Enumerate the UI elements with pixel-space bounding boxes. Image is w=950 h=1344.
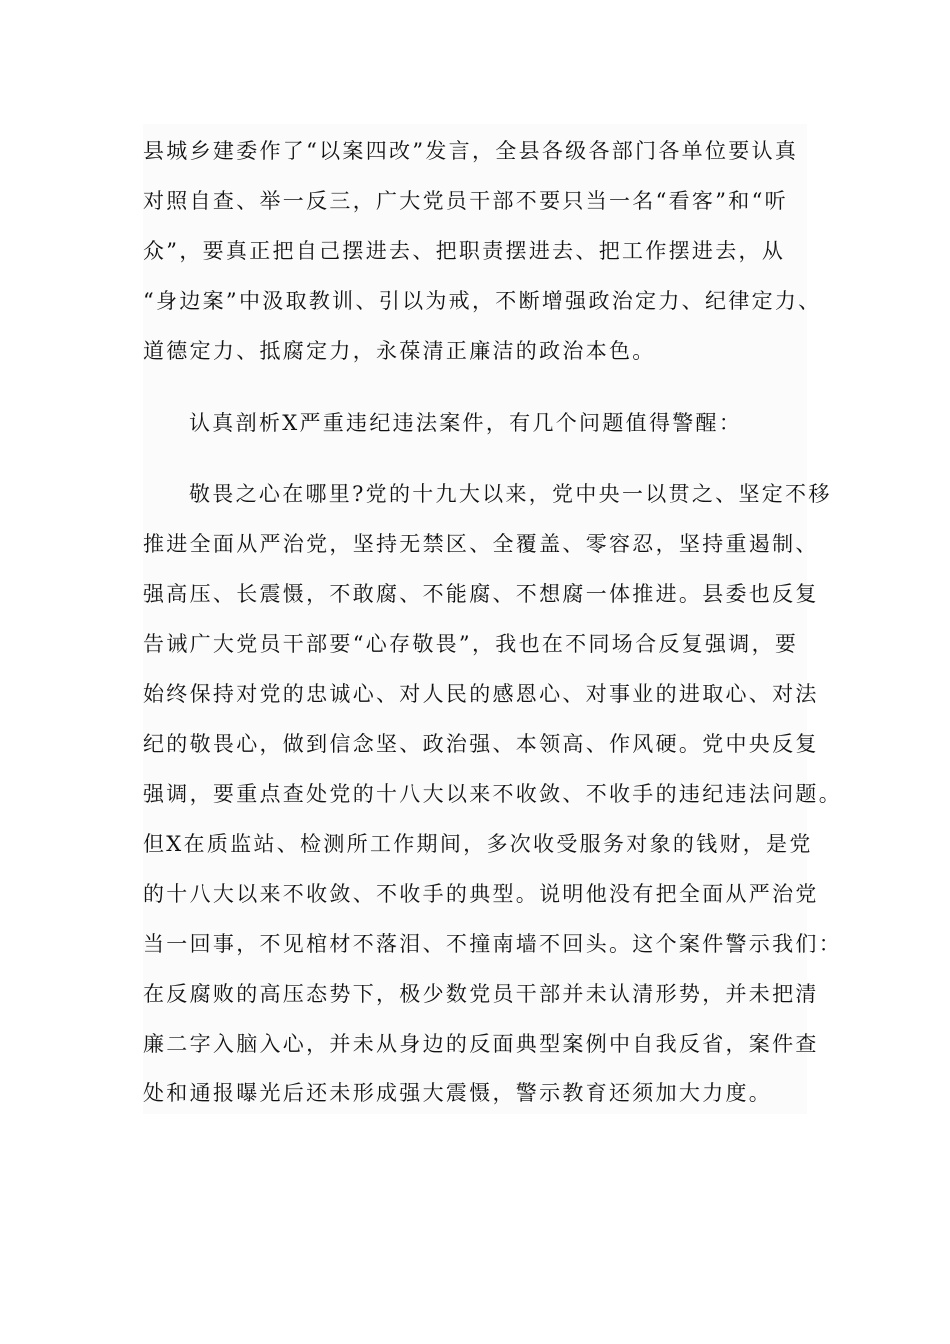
paragraph-1-line-3: 众”，要真正把自己摆进去、把职责摆进去、把工作摆进去，从 <box>143 239 786 263</box>
paragraph-3-line-9: 的十八大以来不收敛、不收手的典型。说明他没有把全面从严治党 <box>143 882 819 906</box>
paragraph-3-line-12: 廉二字入脑入心，并未从身边的反面典型案例中自我反省，案件查 <box>143 1032 819 1056</box>
paragraph-1-line-1: 县城乡建委作了“以案四改”发言，全县各级各部门各单位要认真 <box>143 139 799 163</box>
paragraph-3-line-3: 强高压、长震慑，不敢腐、不能腐、不想腐一体推进。县委也反复 <box>143 582 819 606</box>
paragraph-3-line-2: 推进全面从严治党，坚持无禁区、全覆盖、零容忍，坚持重遏制、 <box>143 532 819 556</box>
paragraph-3-line-8: 但X在质监站、检测所工作期间，多次收受服务对象的钱财，是党 <box>143 832 813 856</box>
paragraph-3-line-4: 告诫广大党员干部要“心存敬畏”，我也在不同场合反复强调，要 <box>143 632 799 656</box>
paragraph-3-line-7: 强调，要重点查处党的十八大以来不收敛、不收手的违纪违法问题。 <box>143 782 842 806</box>
paragraph-3-line-1: 敬畏之心在哪里?党的十九大以来，党中央一以贯之、坚定不移 <box>189 482 832 506</box>
text-block-background <box>143 124 807 1114</box>
paragraph-3-line-6: 纪的敬畏心，做到信念坚、政治强、本领高、作风硬。党中央反复 <box>143 732 819 756</box>
paragraph-1-line-5: 道德定力、抵腐定力，永葆清正廉洁的政治本色。 <box>143 339 656 363</box>
paragraph-1-line-2: 对照自查、举一反三，广大党员干部不要只当一名“看客”和“听 <box>143 189 788 213</box>
paragraph-3-line-11: 在反腐败的高压态势下，极少数党员干部并未认清形势，并未把清 <box>143 982 819 1006</box>
paragraph-3-line-13: 处和通报曝光后还未形成强大震慑，警示教育还须加大力度。 <box>143 1081 773 1105</box>
paragraph-3-line-10: 当一回事，不见棺材不落泪、不撞南墙不回头。这个案件警示我们： <box>143 932 842 956</box>
paragraph-2-line-1: 认真剖析X严重违纪违法案件，有几个问题值得警醒： <box>189 411 743 435</box>
paragraph-1-line-4: “身边案”中汲取教训、引以为戒，不断增强政治定力、纪律定力、 <box>143 289 822 313</box>
paragraph-3-line-5: 始终保持对党的忠诚心、对人民的感恩心、对事业的进取心、对法 <box>143 682 819 706</box>
